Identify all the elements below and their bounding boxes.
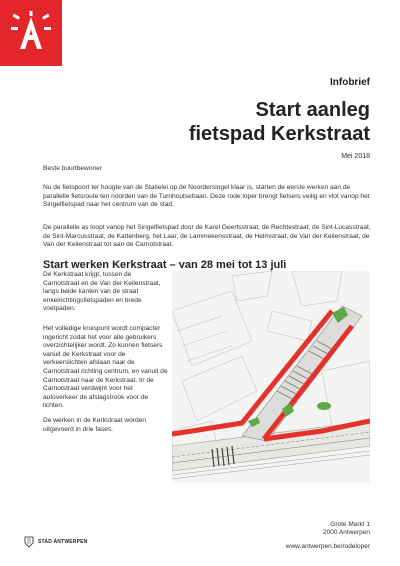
footer-url-link[interactable]: www.antwerpen.be/rodeloper (285, 543, 370, 550)
city-shield-icon (24, 536, 34, 548)
salutation: Beste buurtbewoner (43, 165, 103, 172)
section-paragraph-2: Het volledige kruispunt wordt compacter ingericht zodat het voor alle gebruikers overzichtelijker wordt. Zo kunnen fietsers vanuit de Kerkstraat voor de verkeerslichten afslaan naar de Carnotstraat richting centrum, en vanuit de Carnotstraat naar de Kerkstraat. In de Carnotstraat verdwijnt voor het autoverkeer de afslagstrook voor de lichten. (43, 325, 168, 410)
page-title (189, 98, 370, 146)
title-line-2: fietspad Kerkstraat (188, 123, 370, 145)
footer-logo-text: STAD ANTWERPEN (38, 539, 88, 545)
address-line-1: Grote Markt 1 (330, 521, 370, 528)
section-heading: Start werken Kerkstraat – van 28 mei tot 13 juli (43, 259, 287, 271)
intersection-plan-map (172, 271, 370, 483)
kerkstraat-road (242, 306, 362, 441)
publication-date: Mei 2018 (341, 153, 370, 160)
intro-paragraph-2: De parallelle as loopt vanop het Singelfietspad door de Karel Geertsstraat, de Rechtestraat, de Sint-Lucasstraat, de Sint-Marcusstraat, de Kattenberg, het Laar, de Lammekensstraat, de Helmstraat, de Van der Keilenstraat, de Van der Keilenstraat tot aan de Carnotstraat. (43, 224, 371, 249)
section-paragraph-3: De werken in de Kerkstraat worden uitgevoerd in drie fases. (43, 417, 146, 433)
city-logo (0, 0, 62, 66)
intro-paragraph-1: Nu de fietspoort ter hoogte van de Statielei op de Noordersingel klaar is, starten de eerste werken aan de parallelle fietsroute ten noorden van de Turnhoutsebaan. Deze rode loper brengt fietsers veilig en vlot vanop het Singelfietspad naar het centrum van de stad. (43, 184, 370, 209)
footer-address (323, 521, 370, 537)
title-line-1: Start aanleg (255, 99, 370, 121)
address-line-2: 2000 Antwerpen (323, 529, 370, 536)
antwerpen-a-logo-icon (11, 11, 51, 55)
footer-logo (24, 536, 87, 548)
intersection-plan-drawing (172, 271, 370, 483)
section-paragraph-1: De Kerkstraat krijgt, tussen de Carnotstraat en de Van der Keilenstraat, langs beide kanten van de straat enkelrichtingsfietspaden en brede voetpaden. (43, 271, 161, 313)
document-type: Infobrief (330, 77, 370, 88)
